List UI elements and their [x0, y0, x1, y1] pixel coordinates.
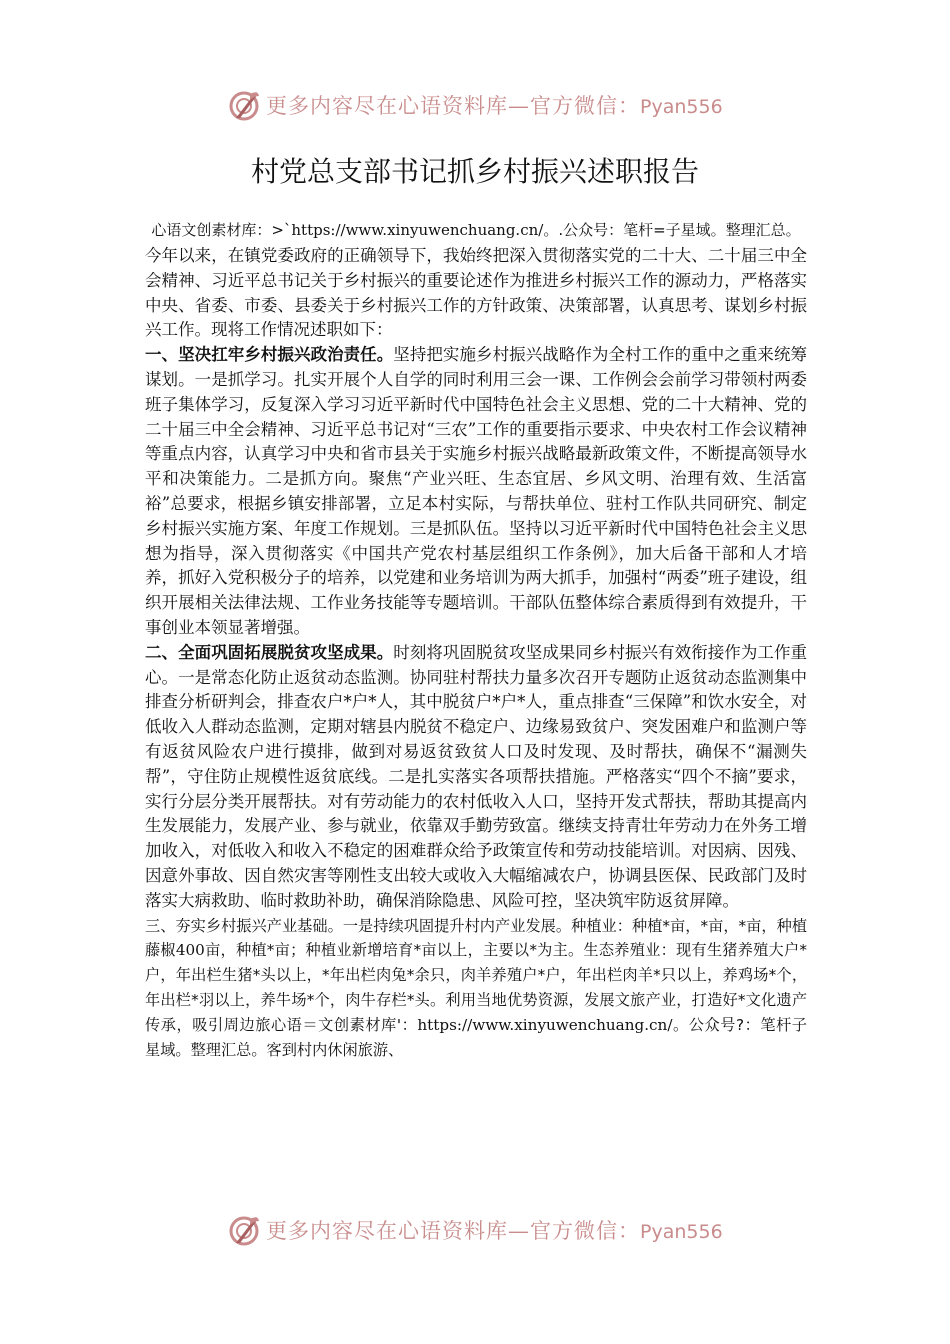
section-2-body: 时刻将巩固脱贫攻坚成果同乡村振兴有效衔接作为工作重心。一是常态化防止返贫动态监测。协同驻村帮扶力量多次召开专题防止返贫动态监测集中排查分析研判会，排查农户*户*人，其中脱贫户*户*人，重点排查“三保障”和饮水安全，对低收入人群动态监测，定期对辖县内脱贫不稳定户、边缘易致贫户、突发困难户和监测户等有返贫风险农户进行摸排，做到对易返贫致贫人口及时发现、及时帮扶，确保不“漏测失帮”，守住防止规模性返贫底线。二是扎实落实各项帮扶措施。严格落实“四个不摘”要求，实行分层分类开展帮扶。对有劳动能力的农村低收入人口，坚持开发式帮扶，帮助其提高内生发展能力，发展产业、参与就业，依靠双手勤劳致富。继续支持青壮年劳动力在外务工增加收入，对低收入和收入不稳定的困难群众给予政策宣传和劳动技能培训。对因病、因残、因意外事故、因自然灾害等刚性支出较大或收入大幅缩减农户，协调县医保、民政部门及时落实大病救助、临时救助补助，确保消除隐患、风险可控，坚决筑牢防返贫屏障。	[145, 642, 808, 910]
section-1-body: 坚持把实施乡村振兴战略作为全村工作的重中之重来统筹谋划。一是抓学习。扎实开展个人自学的同时利用三会一课、工作例会会前学习带领村两委班子集体学习，反复深入学习习近平新时代中国特色社会主义思想、党的二十大精神、党的二十届三中全会精神、习近平总书记对“三农”工作的重要指示要求、中央农村工作会议精神等重点内容，认真学习中央和省市县关于实施乡村振兴战略最新政策文件，不断提高领导水平和决策能力。二是抓方向。聚焦“产业兴旺、生态宜居、乡风文明、治理有效、生活富裕”总要求，根据乡镇安排部署，立足本村实际，与帮扶单位、驻村工作队共同研究、制定乡村振兴实施方案、年度工作规划。三是抓队伍。坚持以习近平新时代中国特色社会主义思想为指导，深入贯彻落实《中国共产党农村基层组织工作条例》，加大后备干部和人才培养，抓好入党积极分子的培养，以党建和业务培训为两大抓手，加强村“两委”班子建设，组织开展相关法律法规、工作业务技能等专题培训。干部队伍整体综合素质得到有效提升，干事创业本领显著增强。	[145, 345, 808, 637]
section-1-paragraph	[145, 343, 807, 641]
section-2-paragraph	[145, 641, 807, 914]
quill-logo-icon	[228, 1213, 262, 1247]
watermark-footer	[0, 1205, 950, 1255]
watermark-text: 更多内容尽在心语资料库—官方微信：Pyan556	[266, 94, 723, 118]
watermark-header	[0, 80, 950, 130]
watermark-text: 更多内容尽在心语资料库—官方微信：Pyan556	[266, 1219, 723, 1243]
source-line: 心语文创素材库：>`https://www.xinyuwenchuang.cn/。.公众号：笔杆=子星域。整理汇总。	[151, 221, 801, 239]
section-2-heading: 二、全面巩固拓展脱贫攻坚成果。	[145, 642, 394, 662]
document-body	[145, 218, 807, 1062]
document-title: 村党总支部书记抓乡村振兴述职报告	[250, 155, 699, 188]
source-url: https://www.xinyuwenchuang.cn/	[291, 221, 544, 239]
section-1-heading: 一、坚决扛牢乡村振兴政治责任。	[145, 345, 394, 365]
watermark-wechat: Pyan556	[640, 1221, 723, 1243]
intro-paragraph: 今年以来，在镇党委政府的正确领导下，我始终把深入贯彻落实党的二十大、二十届三中全会精神、习近平总书记关于乡村振兴的重要论述作为推进乡村振兴工作的源动力，严格落实中央、省委、市委、县委关于乡村振兴工作的方针政策、决策部署，认真思考、谋划乡村振兴工作。现将工作情况述职如下：	[145, 246, 807, 340]
watermark-group	[228, 1213, 723, 1247]
watermark-group	[228, 88, 723, 122]
quill-logo-icon	[228, 88, 262, 122]
watermark-wechat: Pyan556	[640, 96, 723, 118]
section-3-paragraph: 三、夯实乡村振兴产业基础。一是持续巩固提升村内产业发展。种植业：种植*亩，*亩，*亩，种植藤椒400亩，种植*亩；种植业新增培育*亩以上，主要以*为主。生态养殖业：现有生猪养殖大户*户，年出栏生猪*头以上，*年出栏肉兔*余只，肉羊养殖户*户，年出栏肉羊*只以上，养鸡场*个，年出栏*羽以上，养牛场*个，肉牛存栏*头。利用当地优势资源，发展文旅产业，打造好*文化遗产传承，吸引周边旅心语＝文创素材库'：https://www.xinyuwenchuang.cn/。公众号?：笔杆子星域。整理汇总。客到村内休闲旅游、	[145, 916, 808, 1059]
section-3-url: https://www.xinyuwenchuang.cn/	[417, 1015, 673, 1034]
